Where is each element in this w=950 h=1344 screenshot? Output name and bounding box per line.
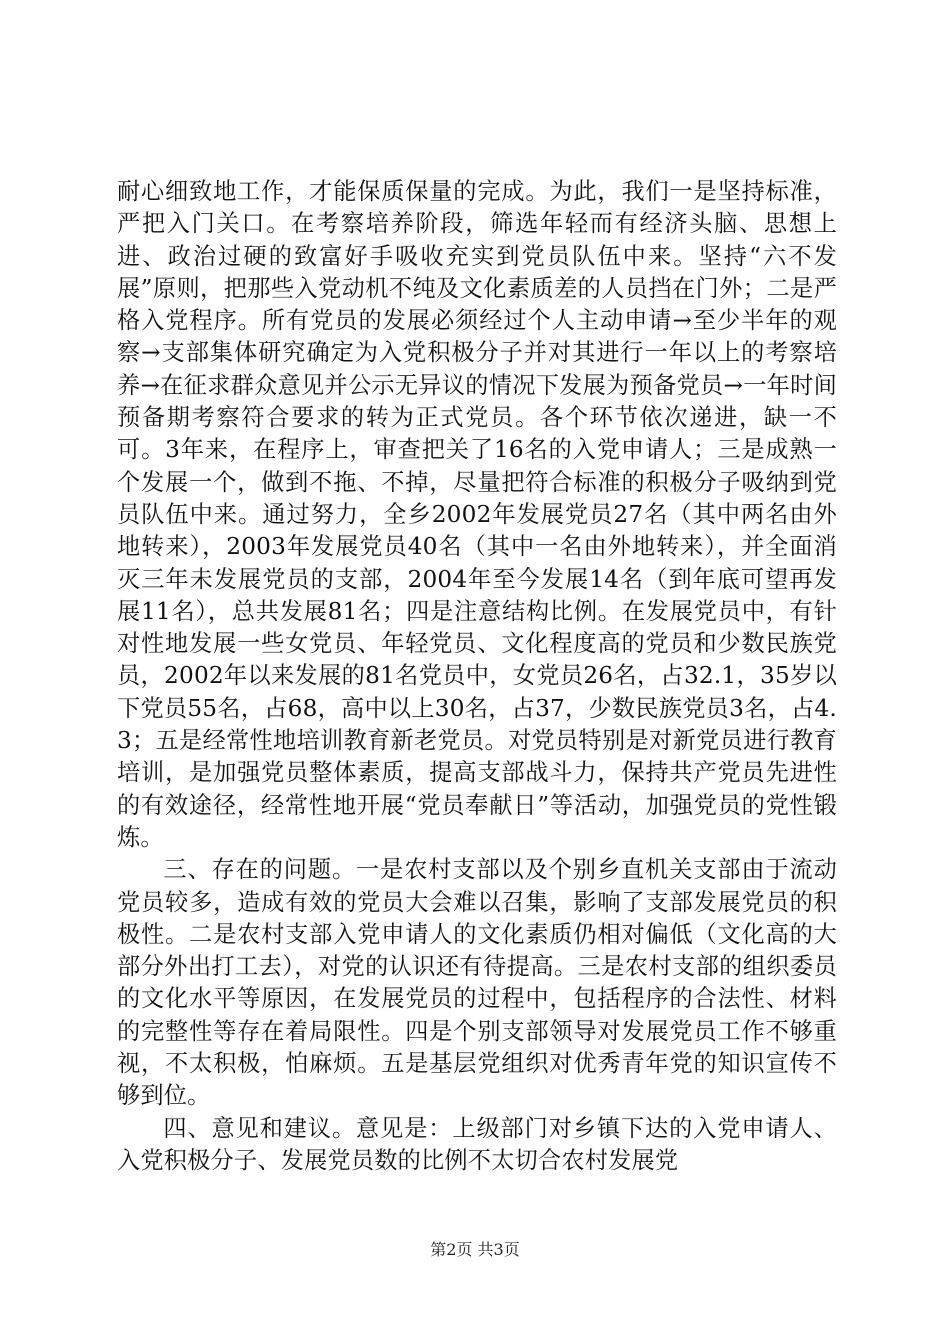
paragraph-section-four: 四、意见和建议。意见是：上级部门对乡镇下达的入党申请人、入党积极分子、发展党员数的比例不太切合农村发展党 [117,1114,837,1174]
paragraph-section-three: 三、存在的问题。一是农村支部以及个别乡直机关支部由于流动党员较多，造成有效的党员大会难以召集，影响了支部发展党员的积极性。二是农村支部入党申请人的文化素质仍相对偏低（文化高的大部分外出打工去），对党的认识还有待提高。三是农村支部的组织委员的文化水平等原因，在发展党员的过程中，包括程序的合法性、材料的完整性等存在着局限性。四是个别支部领导对发展党员工作不够重视，不太积极，怕麻烦。五是基层党组织对优秀青年党的知识宣传不够到位。 [117,856,837,1110]
page-number-footer: 第2页 共3页 [430,1240,520,1259]
paragraph-continuation: 耐心细致地工作，才能保质保量的完成。为此，我们一是坚持标准，严把入门关口。在考察培养阶段，筛选年轻而有经济头脑、思想上进、政治过硬的致富好手吸收充实到党员队伍中来。坚持“六不发展”原则，把那些入党动机不纯及文化素质差的人员挡在门外；二是严格入党程序。所有党员的发展必须经过个人主动申请→至少半年的观察→支部集体研究确定为入党积极分子并对其进行一年以上的考察培养→在征求群众意见并公示无异议的情况下发展为预备党员→一年时间预备期考察符合要求的转为正式党员。各个环节依次递进，缺一不可。3年来，在程序上，审查把关了16名的入党申请人；三是成熟一个发展一个，做到不拖、不掉，尽量把符合标准的积极分子吸纳到党员队伍中来。通过努力，全乡2002年发展党员27名（其中两名由外地转来），2003年发展党员40名（其中一名由外地转来），并全面消灭三年未发展党员的支部，2004年至今发展14名（到年底可望再发展11名），总共发展81名；四是注意结构比例。在发展党员中，有针对性地发展一些女党员、年轻党员、文化程度高的党员和少数民族党员，2002年以来发展的81名党员中，女党员26名，占32.1，35岁以下党员55名，占68，高中以上30名，占37，少数民族党员3名，占4.3；五是经常性地培训教育新老党员。对党员特别是对新党员进行教育培训，是加强党员整体素质，提高支部战斗力，保持共产党员先进性的有效途径，经常性地开展“党员奉献日”等活动，加强党员的党性锻炼。 [117,178,837,851]
document-body [117,176,837,1177]
